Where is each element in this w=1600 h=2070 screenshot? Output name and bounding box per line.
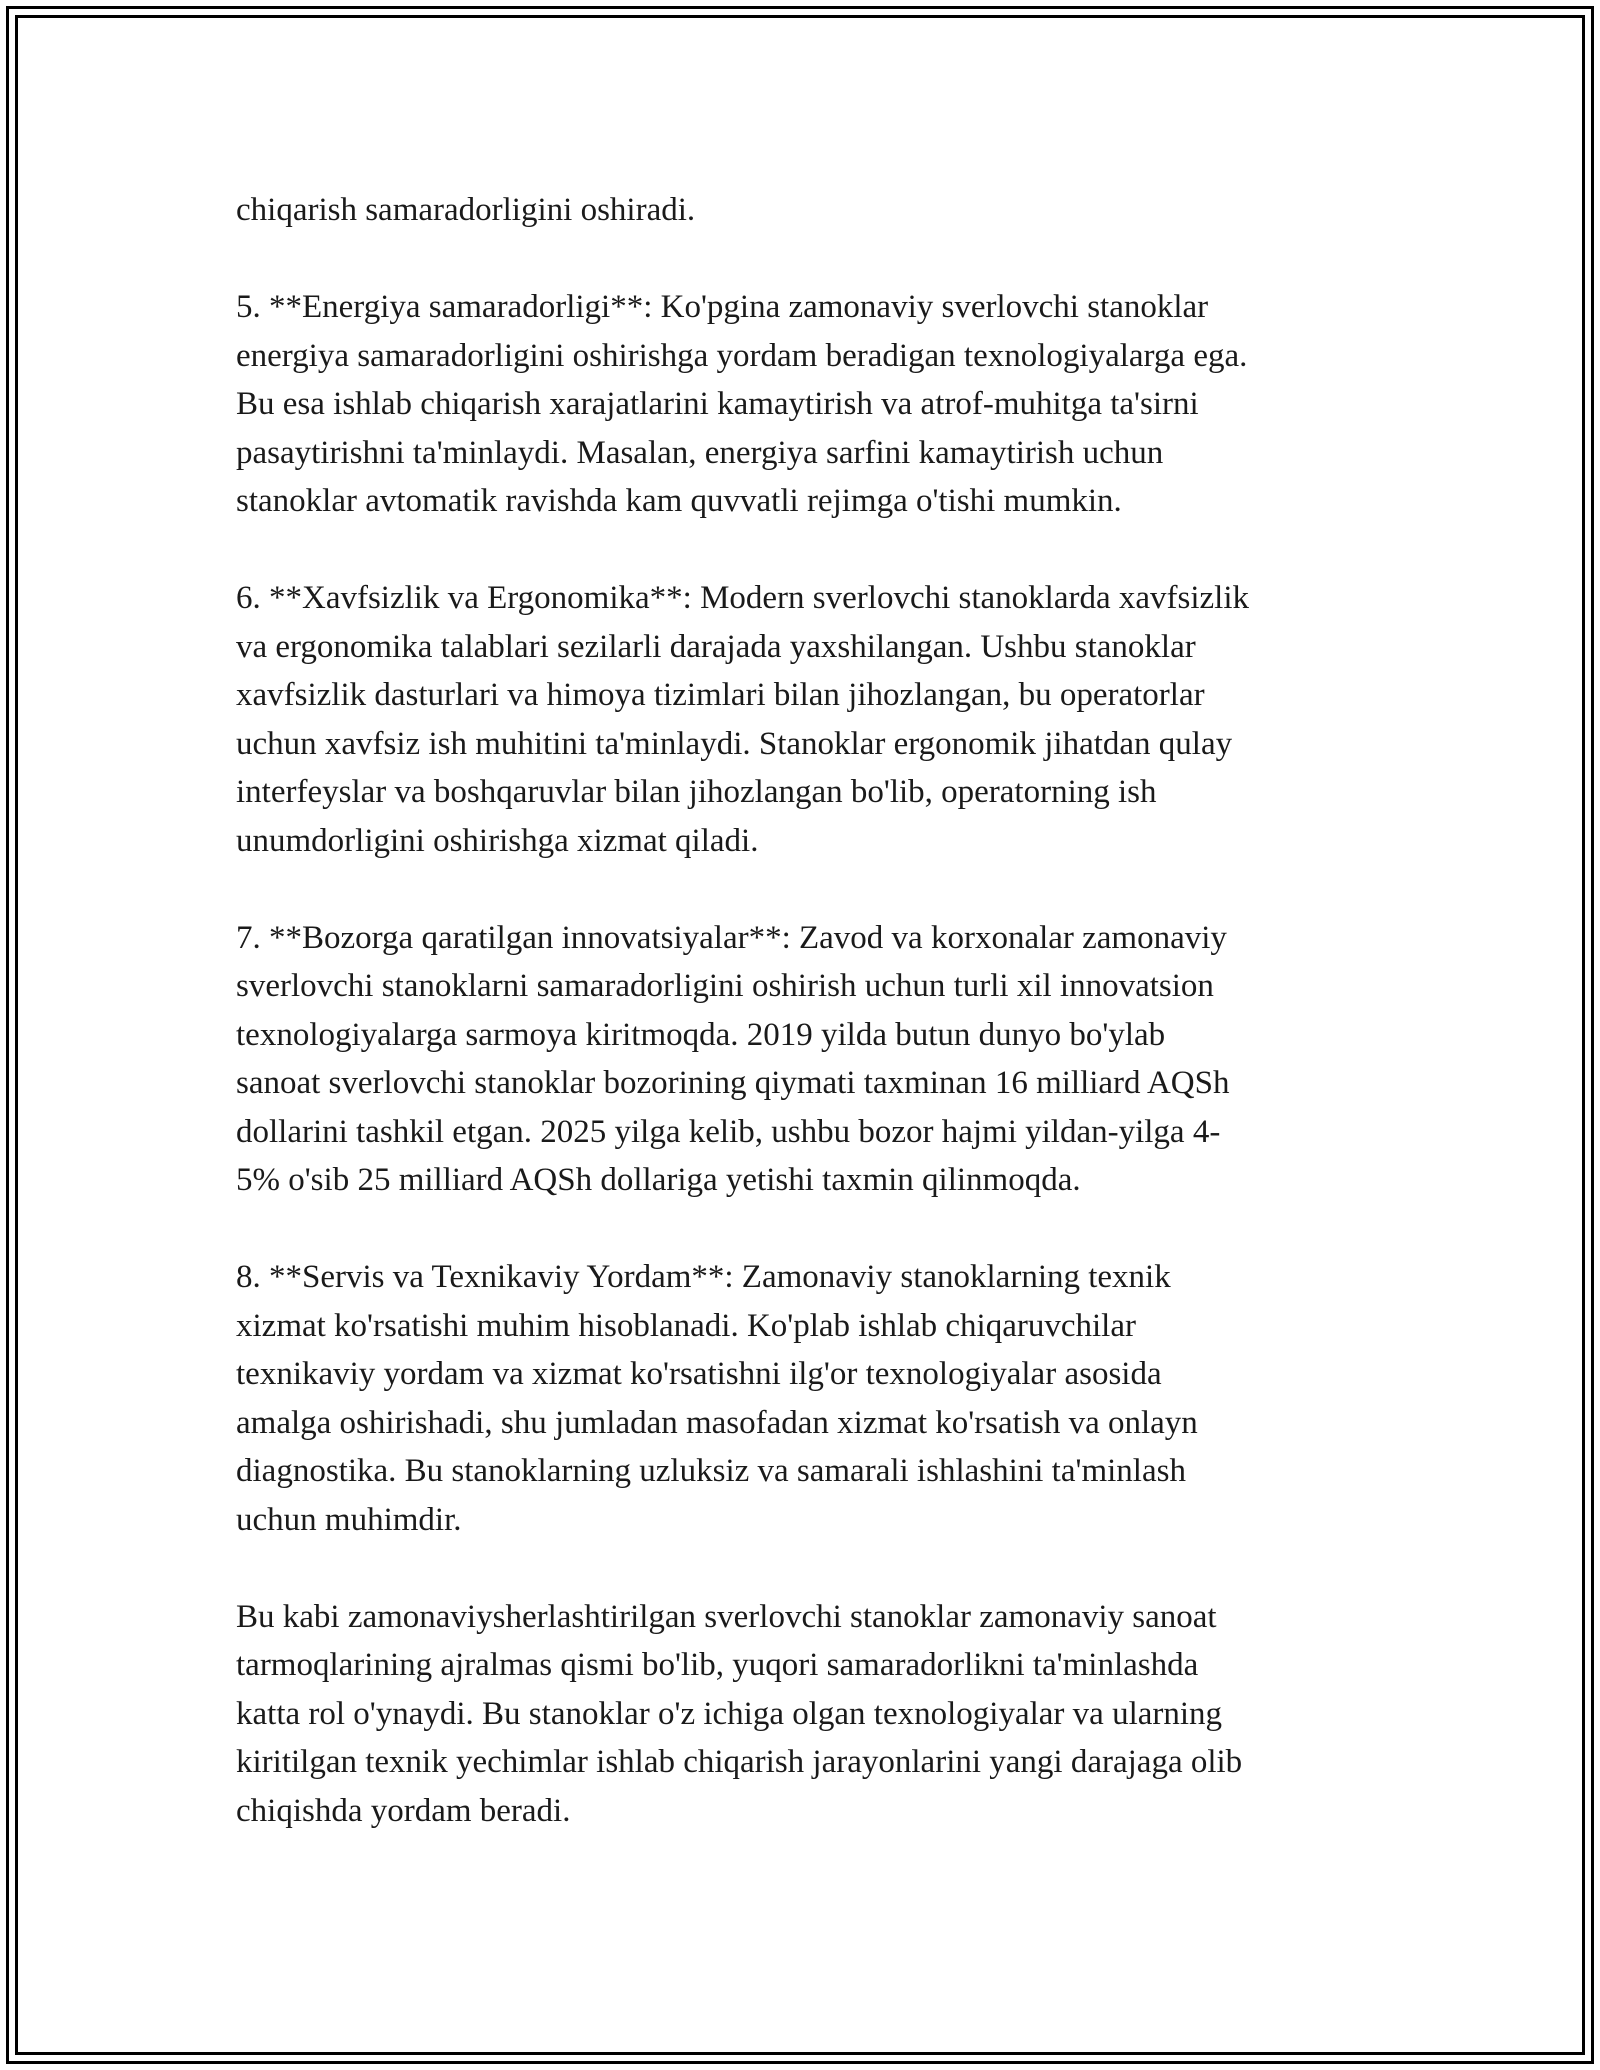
- text-line: xavfsizlik dasturlari va himoya tizimlari bilan jihozlangan, bu operatorlar: [236, 677, 1205, 713]
- text-line: texnologiyalarga sarmoya kiritmoqda. 2019 yilda butun dunyo bo'ylab: [236, 1016, 1166, 1053]
- text-line: Bu esa ishlab chiqarish xarajatlarini kamaytirish va atrof-muhitga ta'sirni: [236, 386, 1199, 422]
- document-body: [236, 186, 1376, 1884]
- text-line: Bu kabi zamonaviysherlashtirilgan sverlovchi stanoklar zamonaviy sanoat: [236, 1598, 1217, 1635]
- paragraph-service-support: [236, 1253, 1376, 1544]
- text-line: uchun muhimdir.: [236, 1501, 462, 1538]
- text-line: kiritilgan texnik yechimlar ishlab chiqarish jarayonlarini yangi darajaga olib: [236, 1744, 1243, 1780]
- text-line: sverlovchi stanoklarni samaradorligini oshirish uchun turli xil innovatsion: [236, 968, 1214, 1004]
- text-line: diagnostika. Bu stanoklarning uzluksiz va samarali ishlashini ta'minlash: [236, 1453, 1186, 1489]
- text-line: 8. **Servis va Texnikaviy Yordam**: Zamonaviy stanoklarning texnik: [236, 1259, 1171, 1295]
- text-line: interfeyslar va boshqaruvlar bilan jihozlangan bo'lib, operatorning ish: [236, 774, 1157, 810]
- text-line: 5. **Energiya samaradorligi**: Ko'pgina zamonaviy sverlovchi stanoklar: [236, 289, 1209, 325]
- text-line: katta rol o'ynaydi. Bu stanoklar o'z ichiga olgan texnologiyalar va ularning: [236, 1695, 1223, 1732]
- paragraph-conclusion: [236, 1593, 1376, 1836]
- text-line: dollarini tashkil etgan. 2025 yilga kelib, ushbu bozor hajmi yildan-yilga 4-: [236, 1113, 1221, 1150]
- paragraph-safety-ergonomics: [236, 574, 1376, 865]
- paragraph-market-innovations: [236, 914, 1376, 1205]
- text-line: unumdorligini oshirishga xizmat qiladi.: [236, 822, 759, 859]
- text-line: stanoklar avtomatik ravishda kam quvvatli rejimga o'tishi mumkin.: [236, 483, 1122, 519]
- paragraph-continuation: [236, 186, 1376, 235]
- text-line: amalga oshirishadi, shu jumladan masofadan xizmat ko'rsatish va onlayn: [236, 1404, 1198, 1441]
- text-line: tarmoqlarining ajralmas qismi bo'lib, yuqori samaradorlikni ta'minlashda: [236, 1647, 1199, 1683]
- paragraph-energy-efficiency: [236, 283, 1376, 526]
- text-line: 5% o'sib 25 milliard AQSh dollariga yetishi taxmin qilinmoqda.: [236, 1162, 1081, 1198]
- text-line: chiqishda yordam beradi.: [236, 1792, 571, 1829]
- text-line: energiya samaradorligini oshirishga yordam beradigan texnologiyalarga ega.: [236, 337, 1248, 374]
- text-line: xizmat ko'rsatishi muhim hisoblanadi. Ko'plab ishlab chiqaruvchilar: [236, 1307, 1136, 1344]
- text-line: sanoat sverlovchi stanoklar bozorining qiymati taxminan 16 milliard AQSh: [236, 1065, 1230, 1101]
- text-line: texnikaviy yordam va xizmat ko'rsatishni ilg'or texnologiyalar asosida: [236, 1356, 1162, 1392]
- text-line: va ergonomika talablari sezilarli darajada yaxshilangan. Ushbu stanoklar: [236, 628, 1196, 665]
- text-line: 7. **Bozorga qaratilgan innovatsiyalar**: Zavod va korxonalar zamonaviy: [236, 919, 1227, 956]
- text-line: uchun xavfsiz ish muhitini ta'minlaydi. Stanoklar ergonomik jihatdan qulay: [236, 725, 1233, 762]
- text-line: chiqarish samaradorligini oshiradi.: [236, 192, 696, 228]
- text-line: 6. **Xavfsizlik va Ergonomika**: Modern sverlovchi stanoklarda xavfsizlik: [236, 580, 1249, 616]
- text-line: pasaytirishni ta'minlaydi. Masalan, energiya sarfini kamaytirish uchun: [236, 434, 1164, 471]
